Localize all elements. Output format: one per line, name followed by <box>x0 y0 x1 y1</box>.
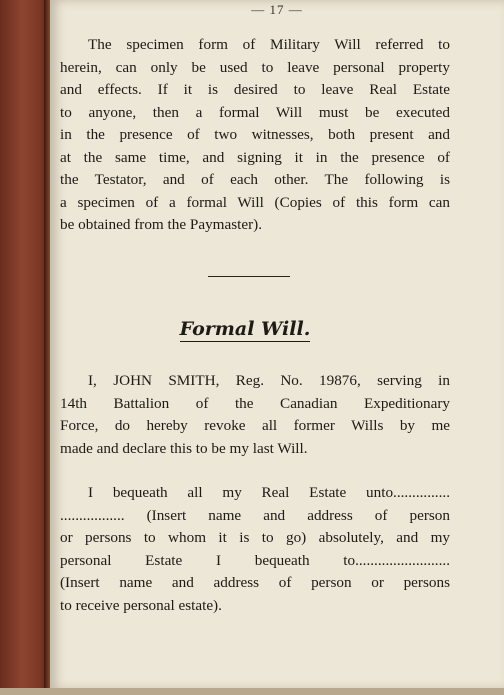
text-line: 14th Battalion of the Canadian Expeditionary <box>60 394 450 412</box>
will-declaration-paragraph <box>60 370 450 460</box>
bequest-paragraph <box>60 482 450 617</box>
text-line: I bequeath all my Real Estate unto............... <box>88 484 450 501</box>
page-number: — 17 — <box>251 2 303 17</box>
text-line: made and declare this to be my last Will. <box>60 439 308 457</box>
text-line: and effects. If it is desired to leave Real Estate <box>60 81 450 98</box>
text-line: ................. (Insert name and address of person <box>60 506 450 524</box>
text-line: Force, do hereby revoke all former Wills by me <box>60 417 450 434</box>
document-page <box>50 0 504 690</box>
intro-paragraph <box>60 34 450 237</box>
heading-text: Formal Will. <box>179 318 311 340</box>
text-line: a specimen of a formal Will (Copies of this form can <box>60 193 450 211</box>
page-bottom-edge <box>0 688 504 695</box>
text-line: the Testator, and of each other. The following is <box>60 171 450 188</box>
text-line: I, JOHN SMITH, Reg. No. 19876, serving in <box>88 372 450 389</box>
text-line: herein, can only be used to leave personal property <box>60 58 450 76</box>
text-line: (Insert name and address of person or persons <box>60 574 450 591</box>
text-line: to anyone, then a formal Will must be executed <box>60 103 450 121</box>
text-line: be obtained from the Paymaster). <box>60 216 263 233</box>
text-line: or persons to whom it is to go) absolutely, and my <box>60 529 450 546</box>
text-line: to receive personal estate). <box>60 596 222 614</box>
section-heading <box>50 318 440 342</box>
text-line: personal Estate I bequeath to......................... <box>60 551 450 569</box>
text-line: The specimen form of Military Will referred to <box>88 36 450 53</box>
book-spine <box>0 0 50 695</box>
section-divider <box>208 276 290 277</box>
text-line: in the presence of two witnesses, both present and <box>60 126 450 143</box>
text-line: at the same time, and signing it in the presence of <box>60 148 450 166</box>
